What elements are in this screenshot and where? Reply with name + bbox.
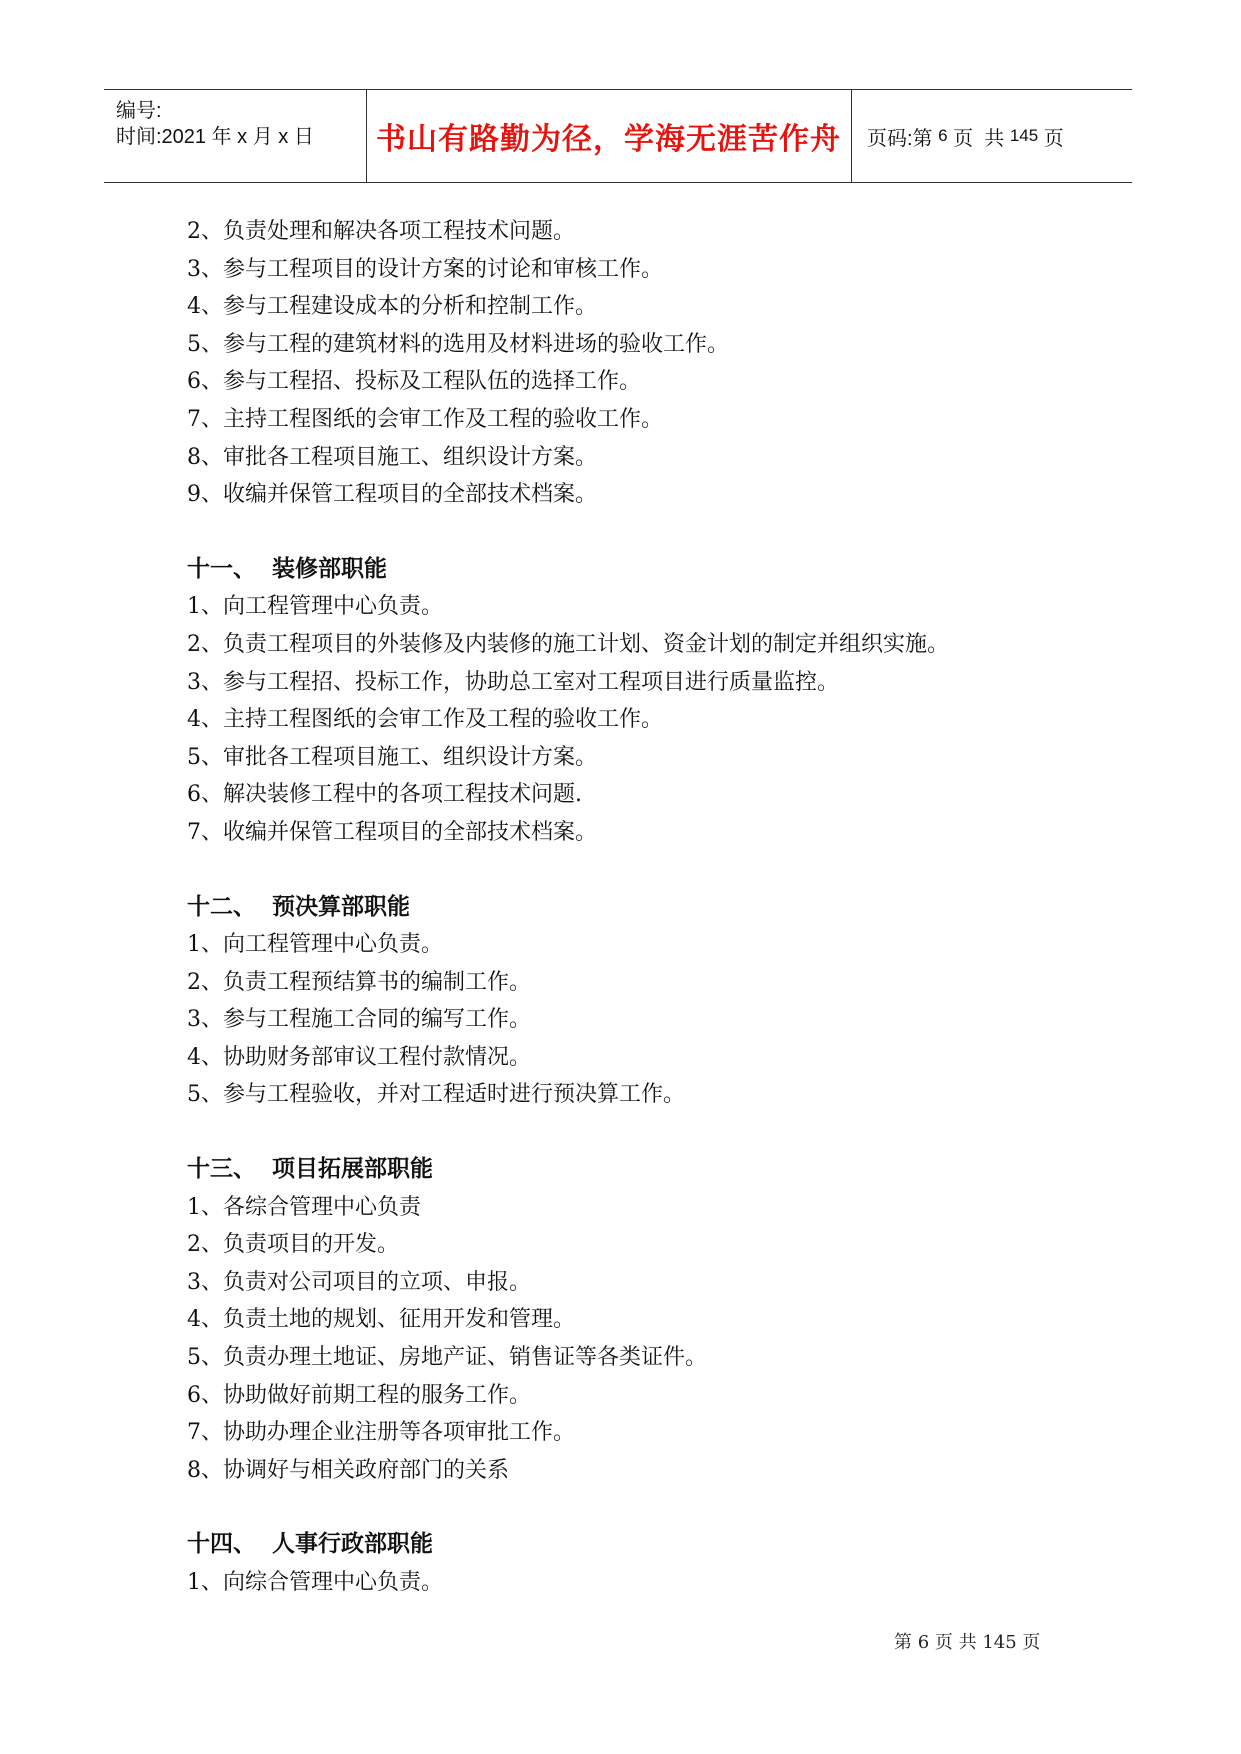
list-item: 7、收编并保管工程项目的全部技术档案。 [187,819,597,845]
list-item: 8、审批各工程项目施工、组织设计方案。 [187,444,597,470]
list-item: 5、审批各工程项目施工、组织设计方案。 [187,744,597,770]
section-gap [187,514,1087,551]
section-heading: 十三、 项目拓展部职能 [187,1156,434,1183]
list-item: 3、参与工程招、投标工作，协助总工室对工程项目进行质量监控。 [187,669,839,695]
section-heading: 十四、 人事行政部职能 [187,1531,434,1558]
list-item: 1、各综合管理中心负责 [187,1194,421,1220]
list-item: 3、参与工程施工合同的编写工作。 [187,1007,531,1033]
list-item: 4、参与工程建设成本的分析和控制工作。 [187,294,597,320]
section-gap [187,1114,1087,1151]
section-gap [187,852,1087,889]
list-item: 1、向工程管理中心负责。 [187,932,443,958]
list-item: 4、主持工程图纸的会审工作及工程的验收工作。 [187,707,663,733]
document-number-label: 编号: [116,100,162,122]
header-motto: 书山有路勤为径，学海无涯苦作舟 [366,90,852,182]
page-number: 6 [938,126,948,145]
list-item: 4、负责土地的规划、征用开发和管理。 [187,1307,575,1333]
list-item: 2、负责工程预结算书的编制工作。 [187,969,531,995]
list-item: 1、向综合管理中心负责。 [187,1570,443,1595]
list-item: 5、参与工程验收，并对工程适时进行预决算工作。 [187,1082,685,1108]
list-item: 2、负责处理和解决各项工程技术问题。 [187,219,575,244]
list-item: 7、协助办理企业注册等各项审批工作。 [187,1420,575,1446]
list-item: 1、向工程管理中心负责。 [187,594,443,620]
list-item: 3、负责对公司项目的立项、申报。 [187,1269,531,1295]
list-item: 2、负责工程项目的外装修及内装修的施工计划、资金计划的制定并组织实施。 [187,631,949,657]
top-item-list [187,213,1087,514]
section-heading: 十一、 装修部职能 [187,555,388,582]
document-time-label: 时间:2021 年 x 月 x 日 [116,126,314,148]
header-meta-cell [104,90,367,182]
list-item: 4、协助财务部审议工程付款情况。 [187,1044,531,1070]
page-prefix: 页码:第 [867,127,939,150]
page-total: 145 [1009,126,1039,145]
header-page-info [853,90,1132,182]
list-item: 5、负责办理土地证、房地产证、销售证等各类证件。 [187,1345,707,1371]
page-suffix: 页 [1038,127,1064,150]
section-heading: 十二、 预决算部职能 [187,893,411,920]
list-item: 3、参与工程项目的设计方案的讨论和审核工作。 [187,256,663,282]
list-item: 8、协调好与相关政府部门的关系 [187,1457,509,1483]
list-item: 7、主持工程图纸的会审工作及工程的验收工作。 [187,406,663,432]
list-item: 6、解决装修工程中的各项工程技术问题. [187,782,582,808]
list-item: 5、参与工程的建筑材料的选用及材料进场的验收工作。 [187,331,729,357]
list-item: 6、协助做好前期工程的服务工作。 [187,1382,531,1408]
list-item: 6、参与工程招、投标及工程队伍的选择工作。 [187,369,641,395]
document-body [187,213,1087,1602]
page-mid: 页 共 [947,127,1010,150]
page-footer: 第 6 页 共 145 页 [894,1632,1041,1653]
list-item: 9、收编并保管工程项目的全部技术档案。 [187,482,597,508]
list-item: 2、负责项目的开发。 [187,1232,399,1258]
section-gap [187,1489,1087,1526]
page-header [104,89,1132,183]
